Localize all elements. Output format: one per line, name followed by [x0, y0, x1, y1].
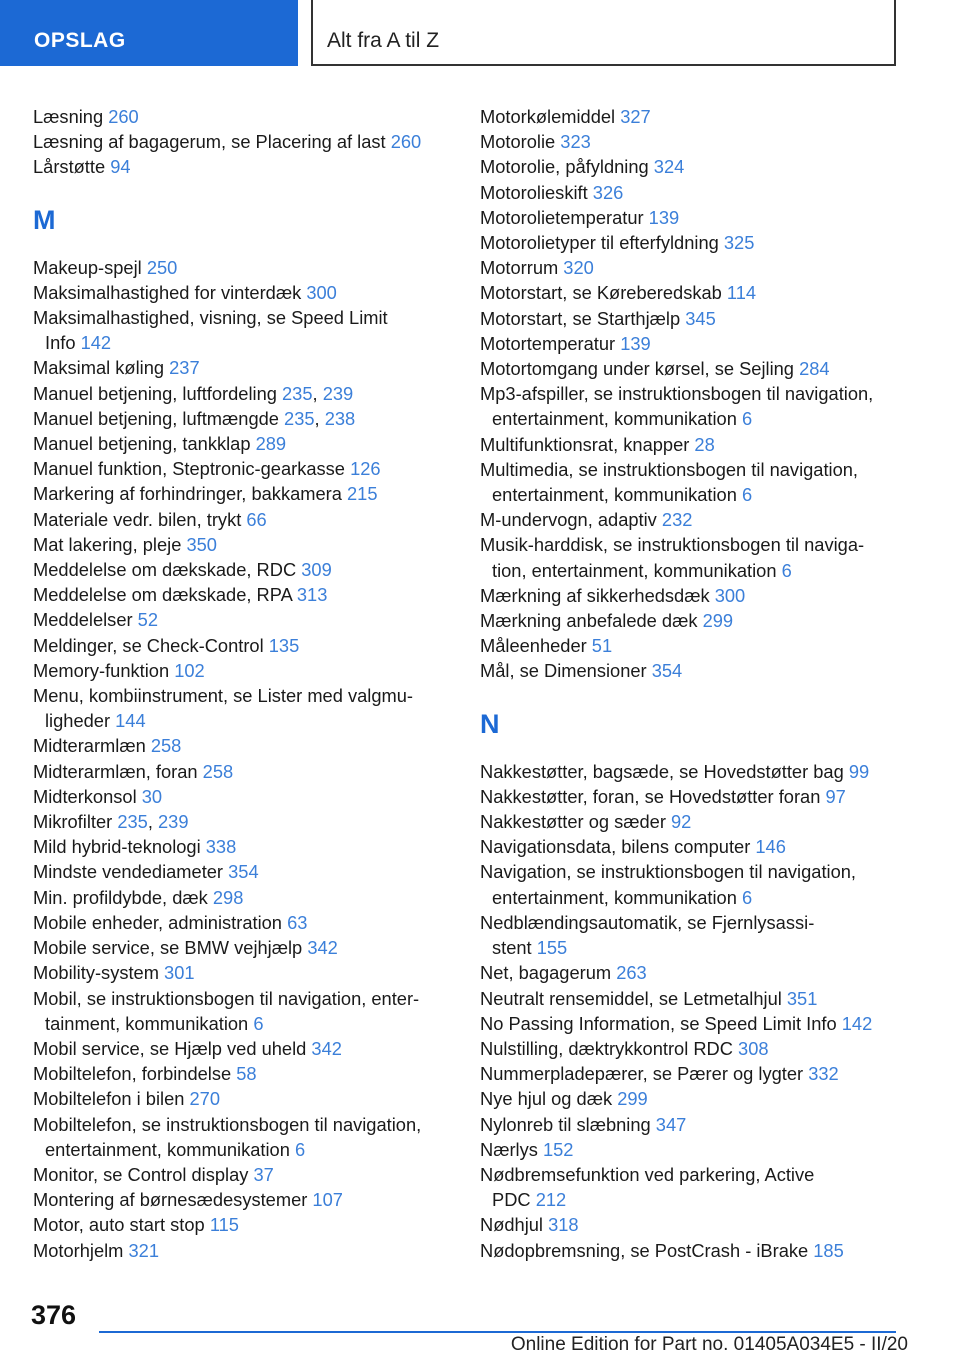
index-entry — [33, 557, 453, 582]
index-entry — [480, 129, 900, 154]
entry-term: Midterarmlæn, foran — [33, 760, 203, 782]
page-link[interactable]: 300 — [714, 584, 746, 606]
index-entry — [480, 759, 900, 784]
entry-term: Mobility-system — [33, 962, 165, 984]
page-link[interactable]: 37 — [253, 1163, 274, 1185]
page-link[interactable]: 107 — [312, 1189, 343, 1211]
entry-term: Lårstøtte — [33, 156, 111, 178]
index-entry — [33, 456, 453, 481]
entry-term: No Passing Information, se Speed Limit Info — [480, 1012, 842, 1034]
entry-term: Montering af børnesædesystemer — [33, 1189, 313, 1211]
entry-term: Mobiltelefon, se instruktionsbogen til navigation, — [33, 1113, 422, 1135]
entry-term: tainment, kommunikation — [45, 1012, 254, 1034]
page-link[interactable]: 350 — [186, 533, 217, 555]
entry-term: Multifunktionsrat, knapper — [480, 433, 695, 455]
index-entry — [33, 986, 453, 1036]
entry-term: Manuel betjening, luftmængde — [33, 407, 285, 429]
entry-term: Mobiltelefon i bilen — [33, 1088, 190, 1110]
index-entry — [480, 532, 900, 582]
index-entry — [480, 1086, 900, 1111]
entry-term: Markering af forhindringer, bakkamera — [33, 483, 347, 505]
index-entry: Manuel betjening, luftfordeling 235, 239 — [33, 382, 354, 404]
entry-term: Net, bagagerum — [480, 962, 617, 984]
index-entry — [33, 759, 453, 784]
page-link[interactable]: 299 — [617, 1088, 648, 1110]
entry-term: Motorhjelm — [33, 1239, 129, 1261]
page-link[interactable]: 342 — [311, 1037, 342, 1059]
entry-term: Mobiltelefon, forbindelse — [33, 1063, 237, 1085]
entry-term: Mærkning anbefalede dæk — [480, 610, 703, 632]
page-link[interactable]: 142 — [841, 1012, 873, 1034]
entry-term: Nærlys — [480, 1138, 543, 1160]
page-link[interactable]: 289 — [255, 433, 287, 455]
entry-term: Nødbremsefunktion ved parkering, Active — [480, 1163, 815, 1185]
page-link[interactable]: 115 — [209, 1214, 239, 1236]
index-entry — [480, 457, 900, 507]
section-letter: M — [33, 204, 56, 235]
entry-term: Nedblændingsautomatik, se Fjernlysassi- — [480, 911, 815, 933]
entry-term: Læsning af bagagerum, se Placering af last — [33, 131, 391, 153]
index-entry — [480, 230, 900, 255]
entry-term: Motortemperatur — [480, 332, 621, 354]
page-link[interactable]: 63 — [287, 911, 308, 933]
entry-term: Meldinger, se Check-Control — [33, 634, 269, 656]
index-entry — [480, 356, 900, 381]
page-link[interactable]: 155 — [536, 937, 568, 959]
index-entry — [33, 507, 453, 532]
page-link[interactable]: 51 — [591, 635, 613, 657]
entry-term: Navigation, se instruktionsbogen til navigation, — [480, 861, 857, 883]
index-entry — [480, 809, 900, 834]
page-link[interactable]: 260 — [108, 106, 139, 127]
entry-term: Meddelelse om dækskade, RDC — [33, 559, 302, 581]
page-link[interactable]: 235 — [282, 382, 313, 404]
index-entry — [33, 355, 453, 380]
footer-rule — [99, 1331, 896, 1333]
entry-term: Motorolie, påfyldning — [480, 156, 654, 178]
index-entry — [480, 1162, 900, 1212]
entry-term: Motorolie — [480, 131, 561, 153]
entry-term: Nødopbremsning, se PostCrash - iBrake — [480, 1239, 814, 1261]
index-entry — [480, 280, 900, 305]
index-entry — [480, 205, 900, 230]
page-link[interactable]: 28 — [694, 433, 715, 455]
entry-term: Motorolieskift — [480, 181, 593, 203]
page-link[interactable]: 326 — [592, 181, 624, 203]
index-entry — [480, 1112, 900, 1137]
index-entry — [33, 859, 453, 884]
entry-term: tion, entertainment, kommunikation — [492, 559, 782, 581]
index-entry — [480, 1011, 900, 1036]
entry-term: Makeup-spejl — [33, 256, 147, 278]
page-link[interactable]: 338 — [205, 836, 237, 858]
entry-term: Neutralt rensemiddel, se Letmetalhjul — [480, 987, 787, 1009]
page-link[interactable]: 332 — [808, 1063, 839, 1085]
entry-term: Musik-harddisk, se instruktionsbogen til naviga- — [480, 534, 865, 556]
page-link[interactable]: 298 — [212, 886, 244, 908]
page-link[interactable]: 215 — [346, 483, 378, 505]
page-link[interactable]: 139 — [620, 332, 651, 354]
index-entry — [33, 935, 453, 960]
entry-term: Menu, kombiinstrument, se Lister med valgmu- — [33, 685, 413, 707]
index-entry — [33, 633, 453, 658]
page-link[interactable]: 239 — [158, 811, 189, 833]
page-link[interactable]: 313 — [296, 584, 328, 606]
entry-term: Nødhjul — [480, 1214, 549, 1236]
page-link[interactable]: 299 — [702, 610, 734, 632]
index-entry — [480, 583, 900, 608]
index-entry — [480, 331, 900, 356]
index-entry — [33, 255, 453, 280]
entry-term: Mobil service, se Hjælp ved uheld — [33, 1037, 312, 1059]
index-entry — [480, 255, 900, 280]
page-link[interactable]: 30 — [141, 785, 163, 807]
page-link[interactable]: 318 — [548, 1214, 579, 1236]
index-entry — [33, 834, 453, 859]
page-link[interactable]: 52 — [137, 609, 159, 631]
entry-term: Motorkølemiddel — [480, 106, 621, 127]
page-link[interactable]: 66 — [246, 508, 267, 530]
index-column-right — [480, 104, 900, 1263]
page-link[interactable]: 102 — [174, 659, 205, 681]
index-entry — [33, 129, 453, 154]
index-entry — [480, 960, 900, 985]
entry-term: Mobile service, se BMW vejhjælp — [33, 937, 308, 959]
entry-term: Min. profildybde, dæk — [33, 886, 213, 908]
index-entry — [33, 607, 453, 632]
index-entry — [33, 910, 453, 935]
page-link[interactable]: 97 — [825, 785, 846, 807]
index-entry — [480, 432, 900, 457]
entry-term: Maksimal køling — [33, 357, 170, 379]
entry-term: Nylonreb til slæbning — [480, 1113, 656, 1135]
entry-term: Info — [45, 332, 81, 354]
entry-term: Mindste vendediameter — [33, 861, 229, 883]
index-entry — [33, 658, 453, 683]
page-link[interactable]: 258 — [150, 735, 182, 757]
index-entry — [33, 431, 453, 456]
entry-term: Motorrum — [480, 257, 564, 279]
page-link[interactable]: 300 — [306, 281, 337, 303]
section-tab: OPSLAG — [0, 0, 298, 66]
page-link[interactable]: 212 — [535, 1189, 567, 1211]
page-link[interactable]: 342 — [307, 937, 338, 959]
page-link[interactable]: 232 — [661, 509, 693, 531]
entry-term: Mobile enheder, administration — [33, 911, 288, 933]
index-entry — [480, 381, 900, 431]
entry-term: Mp3-afspiller, se instruktionsbogen til navigation, — [480, 383, 874, 405]
index-entry — [480, 910, 900, 960]
page-link[interactable]: 92 — [671, 811, 692, 833]
page-title: Alt fra A til Z — [311, 0, 896, 66]
entry-term: Mobil, se instruktionsbogen til navigation, enter- — [33, 987, 420, 1009]
entry-term: Nummerpladepærer, se Pærer og lygter — [480, 1063, 809, 1085]
entry-term: Mild hybrid-teknologi — [33, 836, 206, 858]
page-link[interactable]: 327 — [620, 106, 651, 127]
section-letter: N — [480, 708, 500, 739]
entry-term: PDC — [492, 1189, 536, 1211]
entry-term: Manuel betjening, luftfordeling — [33, 382, 282, 404]
entry-term: Mat lakering, pleje — [33, 533, 187, 555]
page-link[interactable]: 263 — [616, 962, 647, 984]
entry-term: stent — [492, 937, 537, 959]
page-link[interactable]: 258 — [202, 760, 234, 782]
entry-term: Maksimalhastighed, visning, se Speed Limit — [33, 307, 388, 329]
index-entry — [33, 1036, 453, 1061]
index-entry — [480, 180, 900, 205]
entry-term: Navigationsdata, bilens computer — [480, 836, 756, 858]
index-entry — [33, 532, 453, 557]
index-entry — [480, 986, 900, 1011]
entry-term: Memory-funktion — [33, 659, 175, 681]
index-entry — [33, 1212, 453, 1237]
index-column-left — [33, 104, 453, 1263]
entry-term: Manuel betjening, tankklap — [33, 433, 256, 455]
index-entry — [33, 960, 453, 985]
entry-term: Mærkning af sikkerhedsdæk — [480, 584, 715, 606]
index-entry — [480, 306, 900, 331]
index-entry — [480, 1036, 900, 1061]
page-number: 376 — [31, 1300, 77, 1330]
entry-term: Motortomgang under kørsel, se Sejling — [480, 358, 800, 380]
page-link[interactable]: 324 — [653, 156, 685, 178]
page-link[interactable]: 354 — [228, 861, 259, 883]
index-entry — [33, 1238, 453, 1263]
entry-term: Nulstilling, dæktrykkontrol RDC — [480, 1037, 739, 1059]
index-entry — [480, 1238, 900, 1263]
entry-term: Måleenheder — [480, 635, 592, 657]
page-link[interactable]: 351 — [786, 987, 818, 1009]
index-entry: Manuel betjening, luftmængde 235, 238 — [33, 407, 356, 429]
page-link[interactable]: 139 — [648, 206, 680, 228]
index-entry: Mikrofilter 235, 239 — [33, 811, 189, 833]
page-link[interactable]: 6 — [741, 408, 753, 430]
index-entry — [480, 859, 900, 909]
page-link[interactable]: 152 — [542, 1138, 574, 1160]
page-link[interactable]: 126 — [350, 458, 381, 480]
index-entry — [480, 1137, 900, 1162]
entry-term: entertainment, kommunikation — [45, 1138, 295, 1160]
page-link[interactable]: 238 — [324, 407, 356, 429]
page-link[interactable]: 320 — [563, 257, 594, 279]
index-entry — [480, 1061, 900, 1086]
page-link[interactable]: 323 — [560, 131, 591, 153]
page-link[interactable]: 354 — [651, 660, 683, 682]
page-link[interactable]: 347 — [655, 1113, 687, 1135]
entry-term: Nakkestøtter, bagsæde, se Hovedstøtter bag — [480, 760, 849, 782]
index-entry — [33, 683, 453, 733]
page-link[interactable]: 114 — [726, 282, 757, 304]
index-entry — [480, 633, 900, 658]
page-link[interactable]: 94 — [110, 156, 131, 178]
entry-term: Manuel funktion, Steptronic-gearkasse — [33, 458, 351, 480]
page-link[interactable]: 239 — [322, 382, 354, 404]
page-link[interactable]: 260 — [390, 131, 422, 153]
entry-term: Motor, auto start stop — [33, 1214, 210, 1236]
entry-term: ligheder — [45, 710, 116, 732]
page-link[interactable]: 270 — [189, 1088, 221, 1110]
page-link[interactable]: 237 — [169, 357, 200, 379]
page-link[interactable]: 301 — [164, 962, 195, 984]
page-link[interactable]: 309 — [301, 559, 332, 581]
index-entry — [480, 834, 900, 859]
entry-term: Motorolietyper til efterfyldning — [480, 232, 724, 254]
entry-term: Nakkestøtter, foran, se Hovedstøtter foran — [480, 785, 826, 807]
entry-term: Læsning — [33, 106, 109, 127]
entry-term: Motorstart, se Køreberedskab — [480, 282, 727, 304]
page-link[interactable]: 345 — [685, 307, 716, 329]
index-entry — [480, 154, 900, 179]
entry-term: Multimedia, se instruktionsbogen til navigation, — [480, 458, 859, 480]
index-entry — [33, 582, 453, 607]
page-link[interactable]: 235 — [117, 811, 148, 833]
page-link[interactable]: 142 — [80, 332, 112, 354]
entry-term: Nye hjul og dæk — [480, 1088, 618, 1110]
page-link[interactable]: 6 — [741, 484, 753, 506]
page-link[interactable]: 235 — [284, 407, 315, 429]
page-link[interactable]: 58 — [236, 1063, 257, 1085]
index-entry — [33, 885, 453, 910]
entry-term: Nakkestøtter og sæder — [480, 811, 672, 833]
entry-term: Mål, se Dimensioner — [480, 660, 652, 682]
page-link[interactable]: 146 — [755, 836, 786, 858]
entry-term: Materiale vedr. bilen, trykt — [33, 508, 247, 530]
index-entry — [33, 1061, 453, 1086]
entry-term: entertainment, kommunikation — [492, 886, 742, 908]
edition-footer: Online Edition for Part no. 01405A034E5 - II/20 — [510, 1334, 908, 1355]
entry-term: Mikrofilter — [33, 811, 118, 833]
index-entry — [33, 1112, 453, 1162]
page-link[interactable]: 250 — [146, 256, 178, 278]
index-entry — [33, 481, 453, 506]
entry-term: Maksimalhastighed for vinterdæk — [33, 281, 307, 303]
index-entry — [33, 1187, 453, 1212]
index-entry — [480, 658, 900, 683]
index-entry — [33, 1162, 453, 1187]
page-link[interactable]: 308 — [738, 1037, 769, 1059]
index-entry — [480, 784, 900, 809]
entry-term: Midterkonsol — [33, 785, 142, 807]
entry-term: Meddelelser — [33, 609, 138, 631]
page-link[interactable]: 284 — [799, 358, 830, 380]
index-entry — [33, 280, 453, 305]
entry-term: Motorolietemperatur — [480, 206, 649, 228]
page-link[interactable]: 321 — [128, 1239, 160, 1261]
entry-term: M-undervogn, adaptiv — [480, 509, 662, 531]
entry-term: entertainment, kommunikation — [492, 408, 742, 430]
index-entry — [480, 507, 900, 532]
page-link[interactable]: 6 — [253, 1012, 264, 1034]
index-entry — [480, 104, 900, 129]
entry-term: Meddelelse om dækskade, RPA — [33, 584, 297, 606]
page-link[interactable]: 135 — [268, 634, 300, 656]
index-entry — [33, 154, 453, 179]
entry-term: Monitor, se Control display — [33, 1163, 254, 1185]
page-link[interactable]: 6 — [781, 559, 792, 581]
index-entry — [33, 784, 453, 809]
page-link[interactable]: 325 — [723, 232, 755, 254]
entry-term: Motorstart, se Starthjælp — [480, 307, 686, 329]
index-entry — [33, 733, 453, 758]
index-entry — [480, 608, 900, 633]
index-entry — [33, 1086, 453, 1111]
entry-term: entertainment, kommunikation — [492, 484, 742, 506]
page-link[interactable]: 6 — [294, 1138, 306, 1160]
index-entry — [480, 1212, 900, 1237]
page-link[interactable]: 99 — [848, 760, 870, 782]
page-link[interactable]: 6 — [741, 886, 753, 908]
index-entry — [33, 305, 453, 355]
index-entry — [33, 104, 453, 129]
entry-term: Midterarmlæn — [33, 735, 151, 757]
page-link[interactable]: 185 — [813, 1239, 844, 1261]
page-link[interactable]: 144 — [115, 710, 146, 732]
